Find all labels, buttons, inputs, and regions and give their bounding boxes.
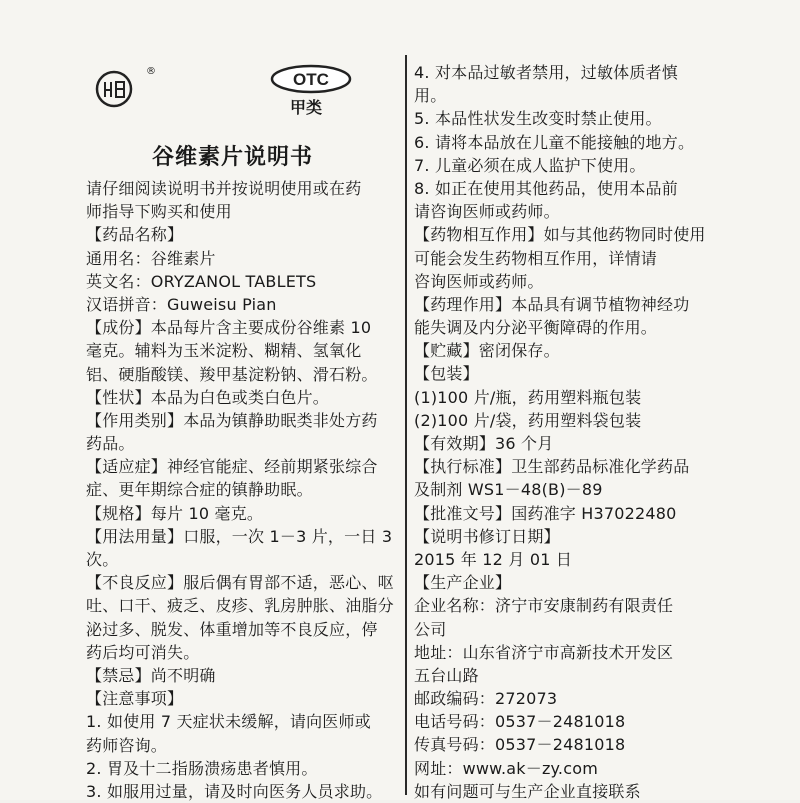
text-line: (1)100 片/瓶，药用塑料瓶包装 xyxy=(414,387,642,407)
text-line: 6. 请将本品放在儿童不能接触的地方。 xyxy=(414,132,695,152)
text-line: 通用名：谷维素片 xyxy=(86,248,216,268)
manufacturer-logo xyxy=(95,70,133,108)
text-line: 铝、硬脂酸镁、羧甲基淀粉钠、滑石粉。 xyxy=(86,364,378,384)
text-line: 【用法用量】口服，一次 1－3 片，一日 3 xyxy=(86,526,393,546)
text-line: 【说明书修订日期】 xyxy=(414,526,560,546)
text-line: 5. 本品性状发生改变时禁止使用。 xyxy=(414,109,662,129)
text-line: 【适应症】神经官能症、经前期紧张综合 xyxy=(86,457,378,477)
text-line: 4. 对本品过敏者禁用，过敏体质者慎 xyxy=(414,63,678,82)
text-line: (2)100 片/袋，药用塑料袋包装 xyxy=(414,410,642,430)
otc-badge xyxy=(270,64,352,94)
text-line: 可能会发生药物相互作用，详情请 xyxy=(414,248,658,268)
column-divider xyxy=(405,55,407,795)
left-column xyxy=(86,177,404,803)
text-line: 地址：山东省济宁市高新技术开发区 xyxy=(414,642,674,662)
registered-mark: ® xyxy=(146,66,156,77)
text-line: 【执行标准】卫生部药品标准化学药品 xyxy=(414,457,690,477)
text-line: 英文名：ORYZANOL TABLETS xyxy=(86,271,317,291)
text-line: 7. 儿童必须在成人监护下使用。 xyxy=(414,155,646,175)
page-title: 谷维素片说明书 xyxy=(152,145,314,170)
text-line: 毫克。辅料为玉米淀粉、糊精、氢氧化 xyxy=(86,341,362,361)
text-line: 3. 如服用过量，请及时向医务人员求助。 xyxy=(86,781,383,801)
text-line: 电话号码：0537－2481018 xyxy=(414,712,626,732)
text-line: 【不良反应】服后偶有胃部不适，恶心、呕 xyxy=(86,573,394,593)
text-line: 药师咨询。 xyxy=(86,735,168,755)
text-line: 【生产企业】 xyxy=(414,573,512,593)
text-line: 药品。 xyxy=(86,434,135,454)
text-line: 8. 如正在使用其他药品，使用本品前 xyxy=(414,178,678,198)
text-line: 药后均可消失。 xyxy=(86,642,200,662)
text-line: 及制剂 WS1－48(B)－89 xyxy=(414,480,603,500)
text-line: 请仔细阅读说明书并按说明使用或在药 xyxy=(86,179,362,198)
text-line: 用。 xyxy=(414,86,447,106)
text-line: 【成份】本品每片含主要成份谷维素 10 xyxy=(86,318,372,338)
text-line: 【性状】本品为白色或类白色片。 xyxy=(86,387,330,407)
text-line: 【禁忌】尚不明确 xyxy=(86,665,216,685)
text-line: 【药物相互作用】如与其他药物同时使用 xyxy=(414,225,706,245)
text-line: 2015 年 12 月 01 日 xyxy=(414,549,573,569)
text-line: 能失调及内分泌平衡障碍的作用。 xyxy=(414,318,658,338)
text-line: 泌过多、脱发、体重增加等不良反应，停 xyxy=(86,619,378,639)
text-line: 2. 胃及十二指肠溃疡患者慎用。 xyxy=(86,758,318,778)
right-column xyxy=(414,61,724,803)
text-line: 【药理作用】本品具有调节植物神经功 xyxy=(414,294,690,314)
text-line: 症、更年期综合症的镇静助眠。 xyxy=(86,480,313,500)
text-line: 【包装】 xyxy=(414,364,479,384)
text-line: 公司 xyxy=(414,619,447,639)
text-line: 邮政编码：272073 xyxy=(414,689,558,709)
text-line: 次。 xyxy=(86,550,119,569)
text-line: 【贮藏】密闭保存。 xyxy=(414,341,560,361)
text-line: 【药品名称】 xyxy=(86,225,184,245)
text-line: 【作用类别】本品为镇静助眠类非处方药 xyxy=(86,410,378,430)
text-line: 1. 如使用 7 天症状未缓解，请向医师或 xyxy=(86,712,371,732)
text-line: 【注意事项】 xyxy=(86,689,184,709)
text-line: 五台山路 xyxy=(414,665,479,685)
otc-category: 甲类 xyxy=(290,98,323,117)
text-line: 汉语拼音：Guweisu Pian xyxy=(86,294,277,314)
text-line: 【批准文号】国药准字 H37022480 xyxy=(414,503,677,523)
text-line: 【有效期】36 个月 xyxy=(414,434,554,453)
text-line: 如有问题可与生产企业直接联系 xyxy=(414,781,641,801)
text-line: 师指导下购买和使用 xyxy=(86,202,232,222)
text-line: 吐、口干、疲乏、皮疹、乳房肿胀、油脂分 xyxy=(86,596,394,616)
text-line: 企业名称：济宁市安康制药有限责任 xyxy=(414,596,674,616)
text-line: 网址：www.ak－zy.com xyxy=(414,758,598,778)
text-line: 【规格】每片 10 毫克。 xyxy=(86,503,264,523)
text-line: 请咨询医师或药师。 xyxy=(414,202,560,222)
text-line: 咨询医师或药师。 xyxy=(414,271,544,291)
text-line: 传真号码：0537－2481018 xyxy=(414,735,626,755)
otc-mark: OTC xyxy=(293,70,329,89)
